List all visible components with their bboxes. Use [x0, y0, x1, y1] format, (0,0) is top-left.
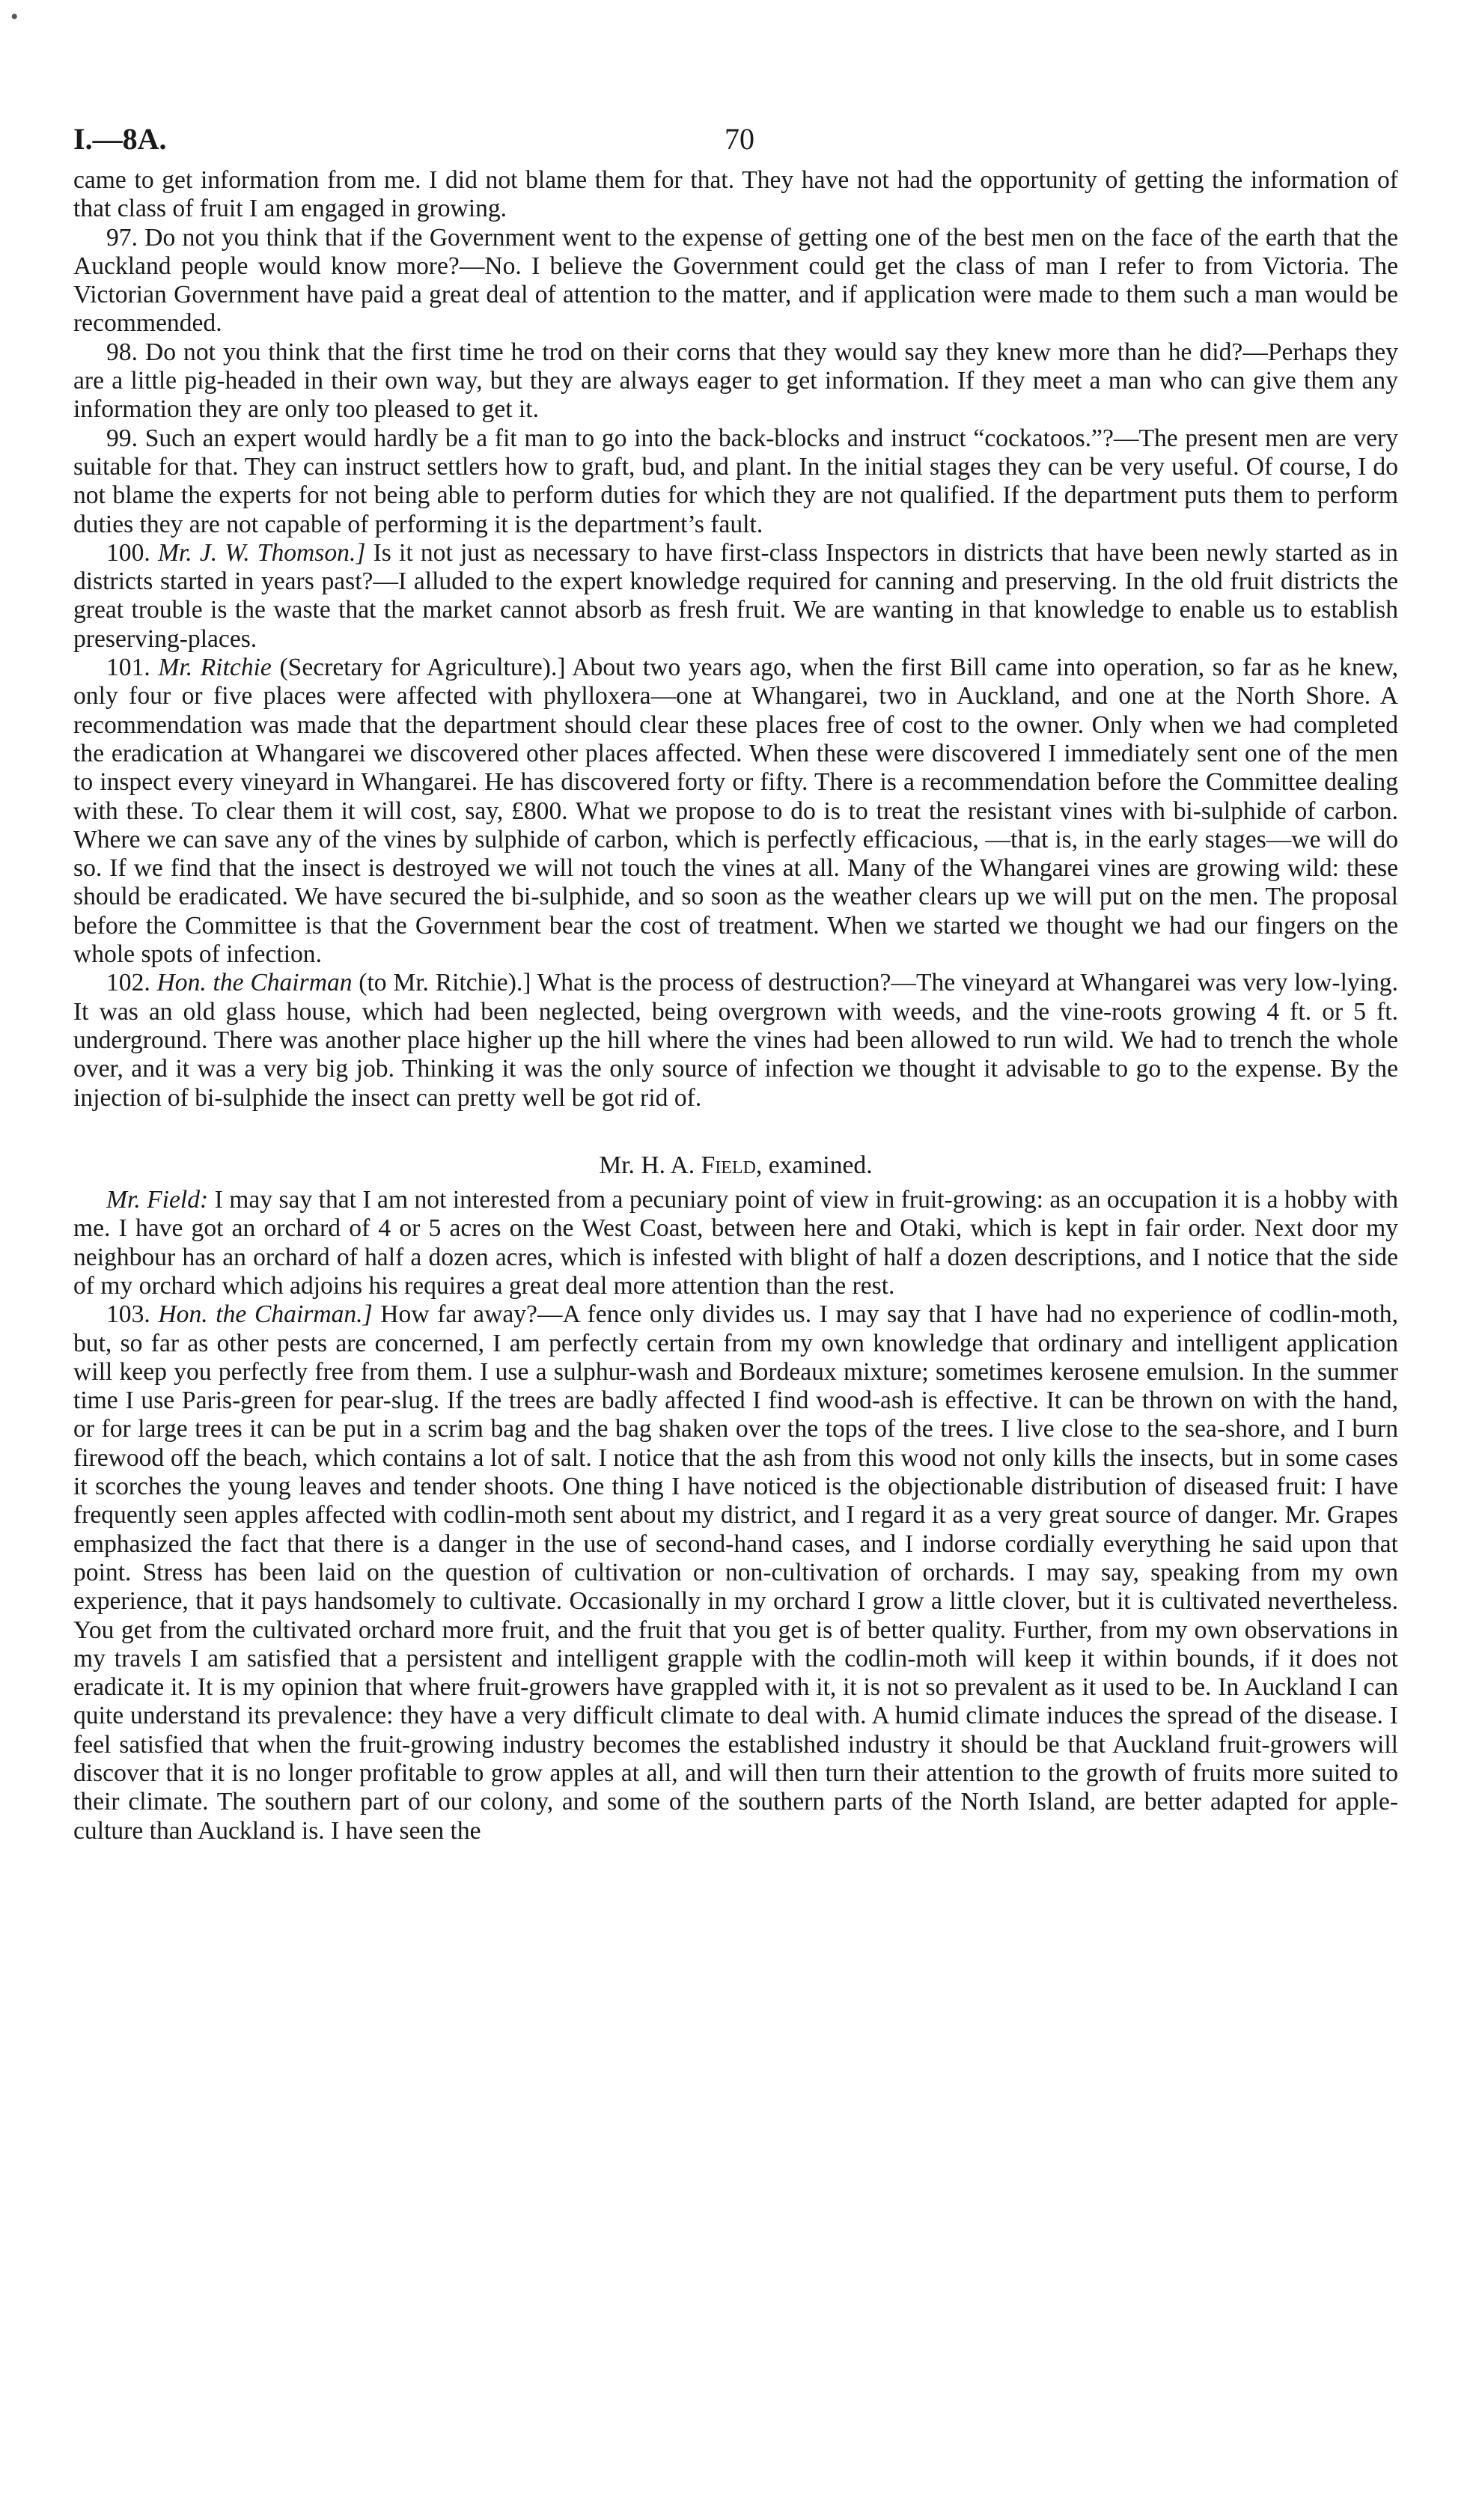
document-page	[73, 112, 1398, 1845]
paragraph	[73, 969, 1398, 1112]
testimony-after	[73, 1186, 1398, 1845]
paragraph	[73, 539, 1398, 654]
witness-prefix: Mr. H. A.	[599, 1151, 695, 1179]
page-number: 70	[725, 122, 754, 156]
paragraph-text: (Secretary for Agriculture).] About two years ago, when the first Bill came into operation, so far as he knew, only four or five places were affected with phylloxera—one at Whangarei, two in Auckland, and one at the North Shore. A recommendation was made that the department should clear these places free of cost to the owner. Only when we had completed the eradication at Whangarei we discovered other places affected. When these were discovered I immediately sent one of the men to inspect every vineyard in Whangarei. He has discovered forty or fifty. There is a recommendation before the Committee dealing with these. To clear them it will cost, say, £800. What we propose to do is to treat the resistant vines with bi-sulphide of carbon. Where we can save any of the vines by sulphide of carbon, which is perfectly efficacious, —that is, in the early stages—we will do so. If we find that the insect is destroyed we will not touch the vines at all. Many of the Whangarei vines are growing wild: these should be eradicated. We have secured the bi-sulphide, and so soon as the weather clears up we will put on the men. The proposal before the Committee is that the Government bear the cost of treatment. When we started we thought we had our fingers on the whole spots of infection.	[73, 654, 1398, 969]
paragraph: 99. Such an expert would hardly be a fit man to go into the back-blocks and instruct “cockatoos.”?—The present men are very suitable for that. They can instruct settlers how to graft, bud, and plant. In the initial stages they can be very useful. Of course, I do not blame the experts for not being able to perform duties for which they are not qualified. If the department puts them to perform duties they are not capable of performing it is the department’s fault.	[73, 424, 1398, 538]
paragraph-text: (to Mr. Ritchie).] What is the process of destruction?—The vineyard at Whangarei was very low-lying. It was an old glass house, which had been neglected, being overgrown with weeds, and the vine-roots growing 4 ft. or 5 ft. underground. There was another place higher up the hill where the vines had been allowed to run wild. We had to trench the whole over, and it was a very big job. Thinking it was the only source of infection we thought it advisable to go to the expense. By the injection of bi-sulphide the insect can pretty well be got rid of.	[73, 969, 1398, 1112]
paragraph	[73, 1300, 1398, 1845]
paragraph: 98. Do not you think that the first time he trod on their corns that they would say they knew more than he did?—Perhaps they are a little pig-headed in their own way, but they are always eager to get information. If they meet a man who can give them any information they are only too pleased to get it.	[73, 338, 1398, 424]
speaker: Mr. Ritchie	[158, 654, 272, 682]
speaker: Hon. the Chairman	[156, 969, 353, 997]
paragraph-text: I may say that I am not interested from a pecuniary point of view in fruit-growing: as an occupation it is a hobby with me. I have got an orchard of 4 or 5 acres on the West Coast, between here and Otaki, which is kept in fair order. Next door my neighbour has an orchard of half a dozen acres, which is infested with blight of half a dozen descriptions, and I notice that the side of my orchard which adjoins his requires a great deal more attention than the rest.	[73, 1186, 1398, 1300]
document-reference: I.—8A.	[73, 122, 167, 156]
witness-name: Field	[701, 1151, 756, 1179]
question-number: 103.	[106, 1300, 150, 1329]
speaker: Mr. J. W. Thomson.]	[157, 538, 366, 567]
speaker: Mr. Field:	[106, 1186, 209, 1214]
paragraph-text: How far away?—A fence only divides us. I may say that I have had no experience of codlin-moth, but, so far as other pests are concerned, I am perfectly certain from my own knowledge that ordinary and intelligent application will keep you perfectly free from them. I use a sulphur-wash and Bordeaux mixture; sometimes kerosene emulsion. In the summer time I use Paris-green for pear-slug. If the trees are badly affected I find wood-ash is effective. It can be thrown on with the hand, or for large trees it can be put in a scrim bag and the bag shaken over the tops of the trees. I live close to the sea-shore, and I burn firewood off the beach, which contains a lot of salt. I notice that the ash from this wood not only kills the insects, but in some cases it scorches the young leaves and tender shoots. One thing I have noticed is the objectionable distribution of diseased fruit: I have frequently seen apples affected with codlin-moth sent about my district, and I regard it as a very great source of danger. Mr. Grapes emphasized the fact that there is a danger in the use of second-hand cases, and I indorse cordially everything he said upon that point. Stress has been laid on the question of cultivation or non-cultivation of orchards. I may say, speaking from my own experience, that it pays handsomely to cultivate. Occasionally in my orchard I grow a little clover, but it is cultivated nevertheless. You get from the cultivated orchard more fruit, and the fruit that you get is of better quality. Further, from my own observations in my travels I am satisfied that a persistent and intelligent grapple with the codlin-moth will keep it within bounds, if it does not eradicate it. It is my opinion that where fruit-growers have grappled with it, it is not so prevalent as it used to be. In Auckland I can quite understand its prevalence: they have a very difficult climate to deal with. A humid climate induces the spread of the disease. I feel satisfied that when the fruit-growing industry becomes the established industry it should be that Auckland fruit-growers will discover that it is no longer profitable to grow apples at all, and will then turn their attention to the growth of fruits more suited to their climate. The southern part of our colony, and some of the southern parts of the North Island, are better adapted for apple-culture than Auckland is. I have seen the	[73, 1300, 1398, 1845]
paragraph-text: Is it not just as necessary to have first-class Inspectors in districts that have been newly started as in districts started in years past?—I alluded to the expert knowledge required for canning and preserving. In the old fruit districts the great trouble is the waste that the market cannot absorb as fresh fruit. We are wanting in that knowledge to enable us to establish preserving-places.	[73, 538, 1398, 653]
paragraph: came to get information from me. I did not blame them for that. They have not had the opportunity of getting the information of that class of fruit I am engaged in growing.	[73, 166, 1398, 223]
margin-mark: •	[10, 4, 19, 29]
testimony-before	[73, 166, 1398, 1113]
paragraph: 97. Do not you think that if the Government went to the expense of getting one of the best men on the face of the earth that the Auckland people would know more?—No. I believe the Government could get the class of man I refer to from Victoria. The Victorian Government have paid a great deal of attention to the matter, and if application were made to them such a man would be recommended.	[73, 223, 1398, 338]
speaker: Hon. the Chairman.]	[158, 1300, 373, 1329]
witness-suffix: , examined.	[755, 1151, 873, 1179]
witness-heading	[73, 1151, 1398, 1180]
question-number: 100.	[106, 538, 150, 567]
paragraph	[73, 1186, 1398, 1300]
paragraph	[73, 654, 1398, 969]
page-header	[73, 112, 1398, 166]
question-number: 101.	[106, 654, 150, 682]
question-number: 102.	[106, 969, 150, 997]
